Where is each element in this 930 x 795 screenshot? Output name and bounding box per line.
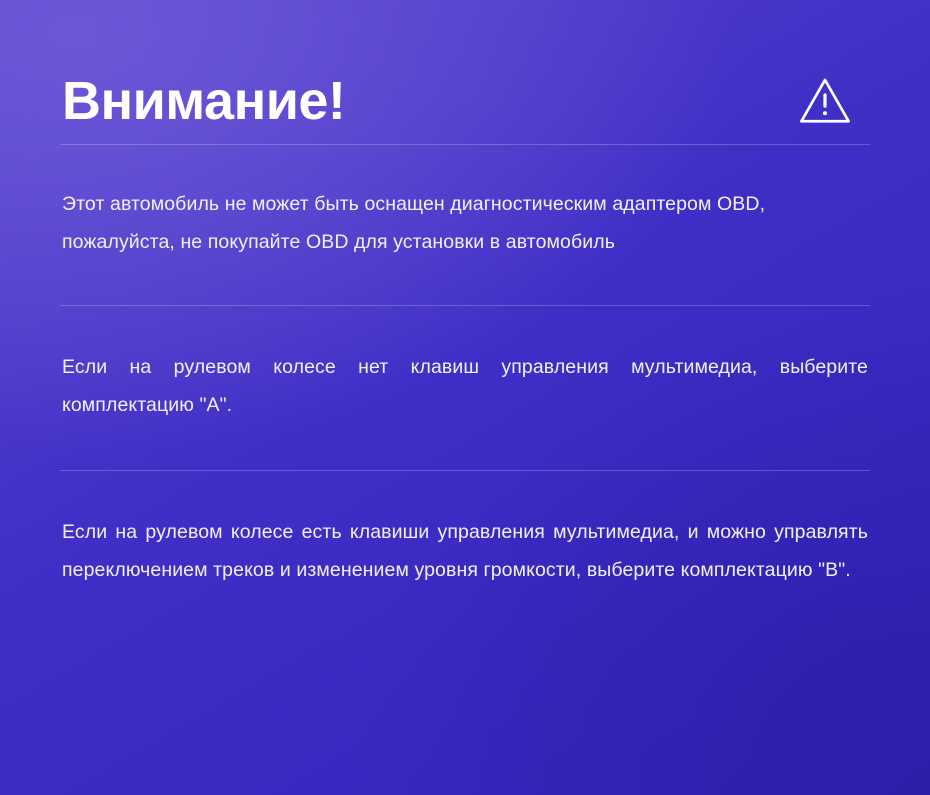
section-trim-a-notice [60, 306, 870, 470]
section-text: Если на рулевом колесе есть клавиши управления мультимедиа, и можно управлять переключением треков и изменением уровня громкости, выберите комплектацию "B". [62, 521, 868, 582]
section-text: Этот автомобиль не может быть оснащен диагностическим адаптером OBD, пожалуйста, не покупайте OBD для установки в автомобиль [62, 193, 766, 254]
section-obd-notice [60, 145, 870, 305]
page-title: Внимание! [62, 71, 346, 131]
section-trim-b-notice [60, 471, 870, 629]
section-text: Если на рулевом колесе нет клавиш управления мультимедиа, выберите комплектацию "A". [62, 356, 868, 417]
header [60, 58, 870, 144]
warning-triangle-icon [798, 74, 852, 128]
